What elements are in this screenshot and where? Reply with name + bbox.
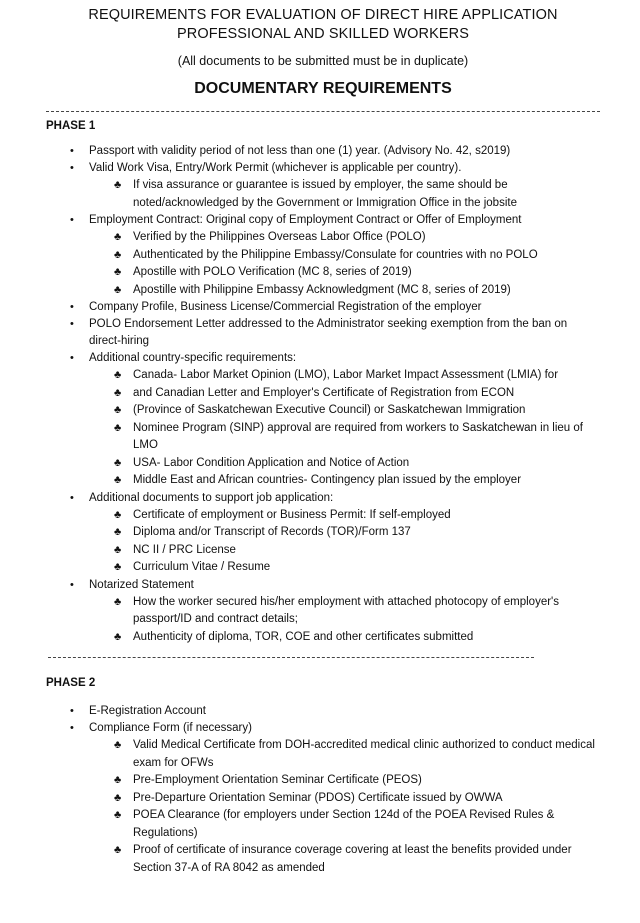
club-bullet-icon: ♣ xyxy=(114,179,122,191)
sub-requirement-item xyxy=(46,842,600,877)
requirement-text: E-Registration Account xyxy=(89,705,206,717)
sub-requirement-item xyxy=(46,402,600,420)
sub-requirement-text: USA- Labor Condition Application and Notice of Action xyxy=(133,456,410,469)
sub-requirement-item xyxy=(46,264,600,282)
requirement-text: Company Profile, Business License/Commercial Registration of the employer xyxy=(89,301,482,313)
sub-requirement-text: Middle East and African countries- Contingency plan issued by the employer xyxy=(133,474,522,486)
sub-requirement-text: If visa assurance or guarantee is issued by employer, the same should be noted/acknowledged by the Government or Immigration Office in the jobsite xyxy=(133,179,517,209)
club-bullet-icon: ♣ xyxy=(114,809,122,821)
requirement-text: Passport with validity period of not less than one (1) year. (Advisory No. 42, s2019) xyxy=(89,145,511,157)
club-bullet-icon: ♣ xyxy=(114,630,122,643)
sub-requirement-text: Nominee Program (SINP) approval are required from workers to Saskatchewan in lieu of LMO xyxy=(133,421,583,451)
phase-1-title: PHASE 1 xyxy=(46,120,96,132)
requirement-item xyxy=(46,350,600,367)
sub-requirement-text: Valid Medical Certificate from DOH-accredited medical clinic authorized to conduct medical exam for OFWs xyxy=(133,739,595,769)
sub-requirement-item xyxy=(46,177,600,212)
divider-phase-2 xyxy=(48,657,534,658)
sub-requirement-text: and Canadian Letter and Employer's Certificate of Registration from ECON xyxy=(133,386,515,399)
requirement-item xyxy=(46,160,600,177)
divider-phase-1 xyxy=(46,111,600,112)
club-bullet-icon: ♣ xyxy=(114,774,122,786)
phase-1-list xyxy=(46,143,600,646)
sub-requirement-item xyxy=(46,507,600,525)
club-bullet-icon: ♣ xyxy=(114,248,122,261)
club-bullet-icon: ♣ xyxy=(114,561,122,573)
requirement-text: Additional country-specific requirements: xyxy=(89,352,297,364)
club-bullet-icon: ♣ xyxy=(114,421,122,434)
title-line-2: PROFESSIONAL AND SKILLED WORKERS xyxy=(177,26,469,42)
requirement-text: Additional documents to support job application: xyxy=(89,491,334,504)
requirement-item xyxy=(46,720,600,737)
requirement-text: POLO Endorsement Letter addressed to the Administrator seeking exemption from the ban on direct-hiring xyxy=(89,318,568,347)
requirement-item xyxy=(46,316,600,350)
sub-requirement-item xyxy=(46,807,600,842)
sub-requirement-list xyxy=(46,737,600,877)
sub-requirement-text: Curriculum Vitae / Resume xyxy=(133,561,271,573)
sub-requirement-text: Pre-Employment Orientation Seminar Certificate (PEOS) xyxy=(133,774,422,786)
sub-requirement-item xyxy=(46,594,600,629)
sub-requirement-text: Authenticity of diploma, TOR, COE and other certificates submitted xyxy=(133,630,474,643)
bullet-icon: • xyxy=(70,578,74,591)
section-heading: DOCUMENTARY REQUIREMENTS xyxy=(194,80,452,97)
sub-requirement-item xyxy=(46,385,600,403)
phase-2-title: PHASE 2 xyxy=(46,677,96,689)
sub-requirement-item xyxy=(46,737,600,772)
sub-requirement-text: Proof of certificate of insurance coverage covering at least the benefits provided under Section 37-A of RA 8042 as amended xyxy=(133,844,572,874)
club-bullet-icon: ♣ xyxy=(114,844,122,856)
sub-requirement-item xyxy=(46,542,600,560)
sub-requirement-text: Canada- Labor Market Opinion (LMO), Labor Market Impact Assessment (LMIA) for xyxy=(133,369,559,381)
club-bullet-icon: ♣ xyxy=(114,404,122,416)
sub-requirement-text: Pre-Departure Orientation Seminar (PDOS) Certificate issued by OWWA xyxy=(133,791,503,804)
requirement-text: Notarized Statement xyxy=(89,578,194,591)
bullet-icon: • xyxy=(70,722,74,734)
bullet-icon: • xyxy=(70,301,74,313)
club-bullet-icon: ♣ xyxy=(114,456,122,469)
club-bullet-icon: ♣ xyxy=(114,508,122,521)
sub-requirement-text: Apostille with POLO Verification (MC 8, series of 2019) xyxy=(133,266,412,278)
sub-requirement-list xyxy=(46,594,600,647)
requirement-item xyxy=(46,299,600,316)
sub-requirement-text: Verified by the Philippines Overseas Labor Office (POLO) xyxy=(133,231,426,243)
requirement-text: Valid Work Visa, Entry/Work Permit (whichever is applicable per country). xyxy=(89,162,462,174)
document-title xyxy=(46,6,600,44)
sub-requirement-item xyxy=(46,472,600,490)
sub-requirement-item xyxy=(46,790,600,808)
requirement-item xyxy=(46,143,600,160)
duplicate-note: (All documents to be submitted must be in duplicate) xyxy=(177,54,469,68)
bullet-icon: • xyxy=(70,352,74,364)
sub-requirement-text: NC II / PRC License xyxy=(133,543,236,556)
bullet-icon: • xyxy=(70,145,74,157)
sub-requirement-item xyxy=(46,772,600,790)
sub-requirement-item xyxy=(46,559,600,577)
sub-requirement-item xyxy=(46,282,600,300)
sub-requirement-item xyxy=(46,455,600,473)
requirement-item xyxy=(46,577,600,594)
sub-requirement-text: POEA Clearance (for employers under Section 124d of the POEA Revised Rules & Regulations) xyxy=(133,809,555,839)
sub-requirement-text: Authenticated by the Philippine Embassy/Consulate for countries with no POLO xyxy=(133,248,538,261)
sub-requirement-text: Apostille with Philippine Embassy Acknowledgment (MC 8, series of 2019) xyxy=(133,283,511,296)
sub-requirement-item xyxy=(46,524,600,542)
requirement-text: Employment Contract: Original copy of Employment Contract or Offer of Employment xyxy=(89,214,522,226)
sub-requirement-text: (Province of Saskatchewan Executive Council) or Saskatchewan Immigration xyxy=(133,404,526,416)
sub-requirement-text: Diploma and/or Transcript of Records (TOR)/Form 137 xyxy=(133,526,411,538)
bullet-icon: • xyxy=(70,318,74,330)
requirement-item xyxy=(46,703,600,720)
bullet-icon: • xyxy=(70,162,74,174)
club-bullet-icon: ♣ xyxy=(114,283,122,296)
requirement-item xyxy=(46,490,600,507)
sub-requirement-list xyxy=(46,177,600,212)
sub-requirement-text: How the worker secured his/her employment with attached photocopy of employer's passport/ID and contract details; xyxy=(133,595,559,625)
sub-requirement-list xyxy=(46,507,600,577)
bullet-icon: • xyxy=(70,491,74,504)
club-bullet-icon: ♣ xyxy=(114,369,122,381)
sub-requirement-item xyxy=(46,629,600,647)
sub-requirement-list xyxy=(46,229,600,299)
club-bullet-icon: ♣ xyxy=(114,543,122,556)
club-bullet-icon: ♣ xyxy=(114,474,122,486)
sub-requirement-item xyxy=(46,247,600,265)
sub-requirement-item xyxy=(46,420,600,455)
club-bullet-icon: ♣ xyxy=(114,526,122,538)
club-bullet-icon: ♣ xyxy=(114,595,122,608)
sub-requirement-list xyxy=(46,367,600,490)
requirement-item xyxy=(46,212,600,229)
phase-2-list xyxy=(46,703,600,877)
club-bullet-icon: ♣ xyxy=(114,231,122,243)
sub-requirement-item xyxy=(46,229,600,247)
sub-requirement-item xyxy=(46,367,600,385)
requirement-text: Compliance Form (if necessary) xyxy=(89,722,252,734)
bullet-icon: • xyxy=(70,705,74,717)
sub-requirement-text: Certificate of employment or Business Permit: If self-employed xyxy=(133,508,451,521)
title-line-1: REQUIREMENTS FOR EVALUATION OF DIRECT HIRE APPLICATION xyxy=(88,7,558,23)
club-bullet-icon: ♣ xyxy=(114,791,122,804)
club-bullet-icon: ♣ xyxy=(114,739,122,751)
bullet-icon: • xyxy=(70,214,74,226)
club-bullet-icon: ♣ xyxy=(114,386,122,399)
club-bullet-icon: ♣ xyxy=(114,266,122,278)
